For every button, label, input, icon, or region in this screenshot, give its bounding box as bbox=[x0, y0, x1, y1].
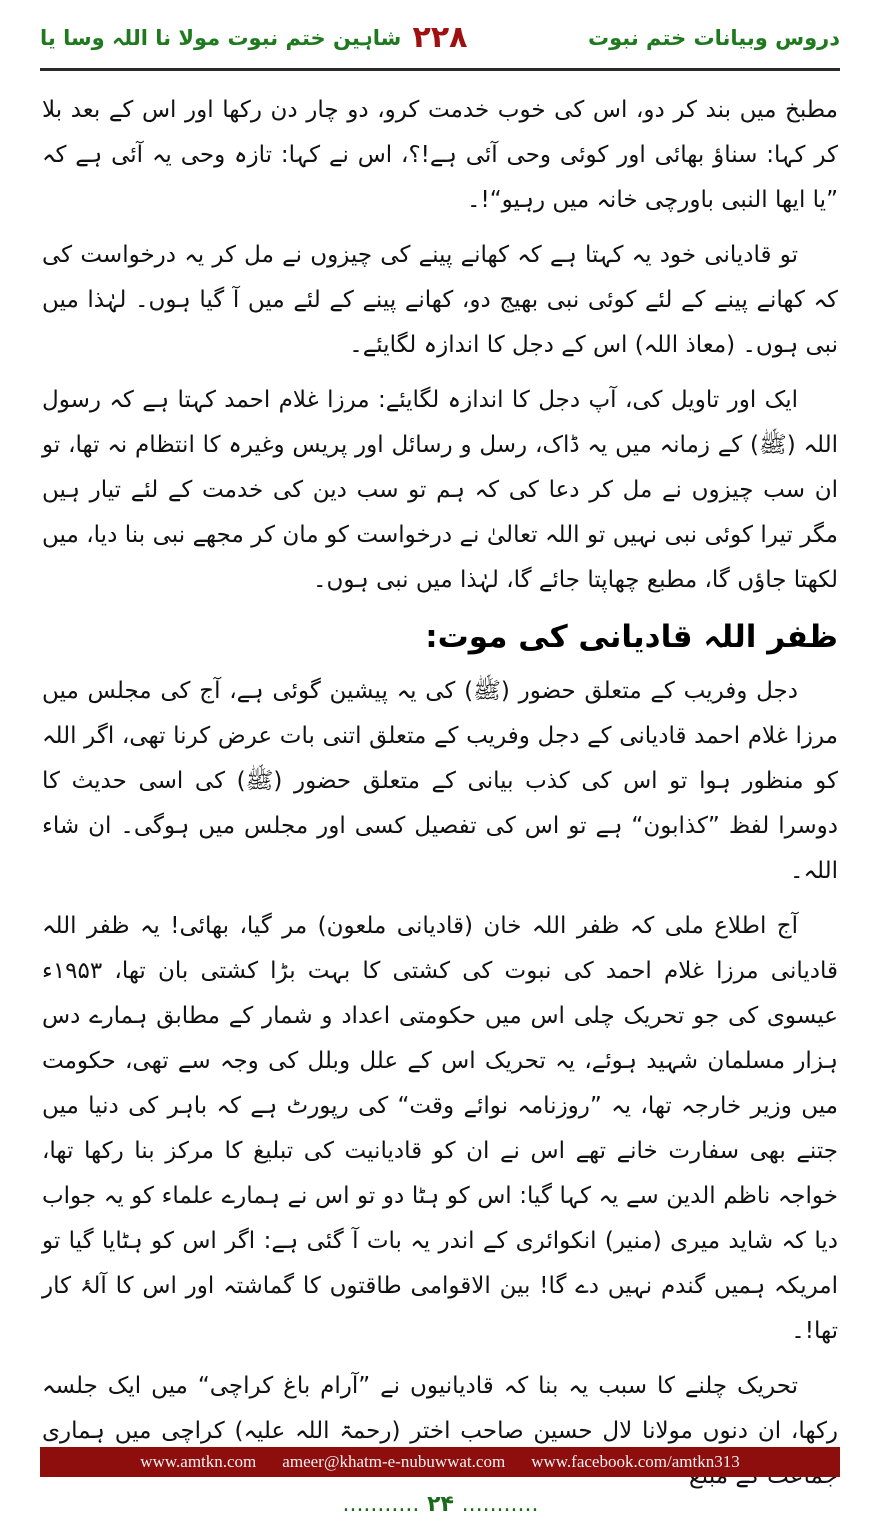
section-heading: ظفر اللہ قادیانی کی موت: bbox=[425, 619, 838, 655]
paragraph: تو قادیانی خود یہ کہتا ہے کہ کھانے پینے کی چیزوں نے مل کر یہ درخواست کی کہ کھانے پینے کے لئے کوئی نبی بھیج دو، کھانے پینے کے لئے میں آ گیا ہوں۔ لہٰذا میں نبی ہوں۔ (معاذ اللہ) اس کے دجل کا اندازہ لگایئے۔ bbox=[42, 242, 838, 358]
paragraph: مطبخ میں بند کر دو، اس کی خوب خدمت کرو، دو چار دن رکھا اور اس کے بعد بلا کر کہا: سناؤ بھائی اور کوئی وحی آئی ہے!؟، اس نے کہا: تازہ وحی یہ آئی ہے کہ ”یا ایھا النبی باورچی خانہ میں رہیو“!۔ bbox=[42, 97, 838, 213]
dots-right: ........... bbox=[461, 1492, 539, 1517]
page-number-header: ۲۲۸ bbox=[412, 20, 468, 55]
page-number: ۲۴ bbox=[427, 1492, 454, 1517]
paragraph: ایک اور تاویل کی، آپ دجل کا اندازہ لگایئے: مرزا غلام احمد کہتا ہے کہ رسول اللہ (ﷺ) کے زمانہ میں یہ ڈاک، رسل و رسائل اور پریس وغیرہ کا انتظام نہ تھا، تو ان سب چیزوں نے مل کر دعا کی کہ ہم تو سب دین کی خدمت کے لئے تیار ہیں مگر تیرا کوئی نبی نہیں تو اللہ تعالیٰ نے درخواست کو مان کر مجھے نبی بنا دیا، میں لکھتا جاؤں گا، مطبع چھاپتا جائے گا، لہٰذا میں نبی ہوں۔ bbox=[42, 387, 838, 593]
book-title: دروس وبیانات ختم نبوت bbox=[588, 26, 840, 50]
header-divider bbox=[40, 68, 840, 71]
page-header bbox=[40, 18, 840, 62]
facebook-link[interactable]: www.facebook.com/amtkn313 bbox=[531, 1452, 740, 1471]
dots-left: ........... bbox=[342, 1492, 420, 1517]
website-link[interactable]: www.amtkn.com bbox=[140, 1452, 257, 1471]
page-number-footer bbox=[0, 1492, 881, 1517]
paragraph: آج اطلاع ملی کہ ظفر اللہ خان (قادیانی ملعون) مر گیا، بھائی! یہ ظفر اللہ قادیانی مرزا غلام احمد کی نبوت کی کشتی کا بہت بڑا کشتی بان تھا، ۱۹۵۳ء عیسوی کی جو تحریک چلی اس میں حکومتی اعداد و شمار کے مطابق ہمارے دس ہزار مسلمان شہید ہوئے، یہ تحریک اس کے علل وبلل کی وجہ سے تھی، حکومت میں وزیر خارجہ تھا، یہ ”روزنامہ نوائے وقت“ کی رپورٹ ہے کہ باہر کی دنیا میں جتنے بھی سفارت خانے تھے اس نے ان کو قادیانیت کی تبلیغ کا مرکز بنا رکھا تھا، خواجہ ناظم الدین سے یہ کہا گیا: اس کو ہٹا دو تو اس نے ہمارے علماء کو یہ جواب دیا کہ شاید میری (منیر) انکوائری کے اندر یہ بات آ گئی ہے: اگر اس کو ہٹایا گیا تو امریکہ ہمیں گندم نہیں دے گا! بین الاقوامی طاقتوں کا گماشتہ اور اس کا آلۂ کار تھا!۔ bbox=[42, 913, 838, 1344]
author-title: شاہین ختم نبوت مولا نا اللہ وسا یا bbox=[40, 26, 402, 50]
body-text bbox=[42, 88, 838, 1509]
footer-links-bar bbox=[40, 1447, 840, 1477]
paragraph: دجل وفریب کے متعلق حضور (ﷺ) کی یہ پیشین گوئی ہے، آج کی مجلس میں مرزا غلام احمد قادیانی کے دجل وفریب کے متعلق اتنی بات عرض کرنا تھی، اگر اللہ کو منظور ہوا تو اس کی کذب بیانی کے متعلق حضور (ﷺ) کی اسی حدیث کا دوسرا لفظ ”کذابون“ ہے تو اس کی تفصیل کسی اور مجلس میں ہوگی۔ ان شاء اللہ۔ bbox=[42, 678, 838, 884]
paragraph: تحریک چلنے کا سبب یہ بنا کہ قادیانیوں نے ”آرام باغ کراچی“ میں ایک جلسہ رکھا، ان دنوں مولانا لال حسین صاحب اختر (رحمۃ اللہ علیہ) کراچی میں ہماری bbox=[42, 1373, 838, 1444]
email-link[interactable]: ameer@khatm-e-nubuwwat.com bbox=[282, 1452, 506, 1471]
